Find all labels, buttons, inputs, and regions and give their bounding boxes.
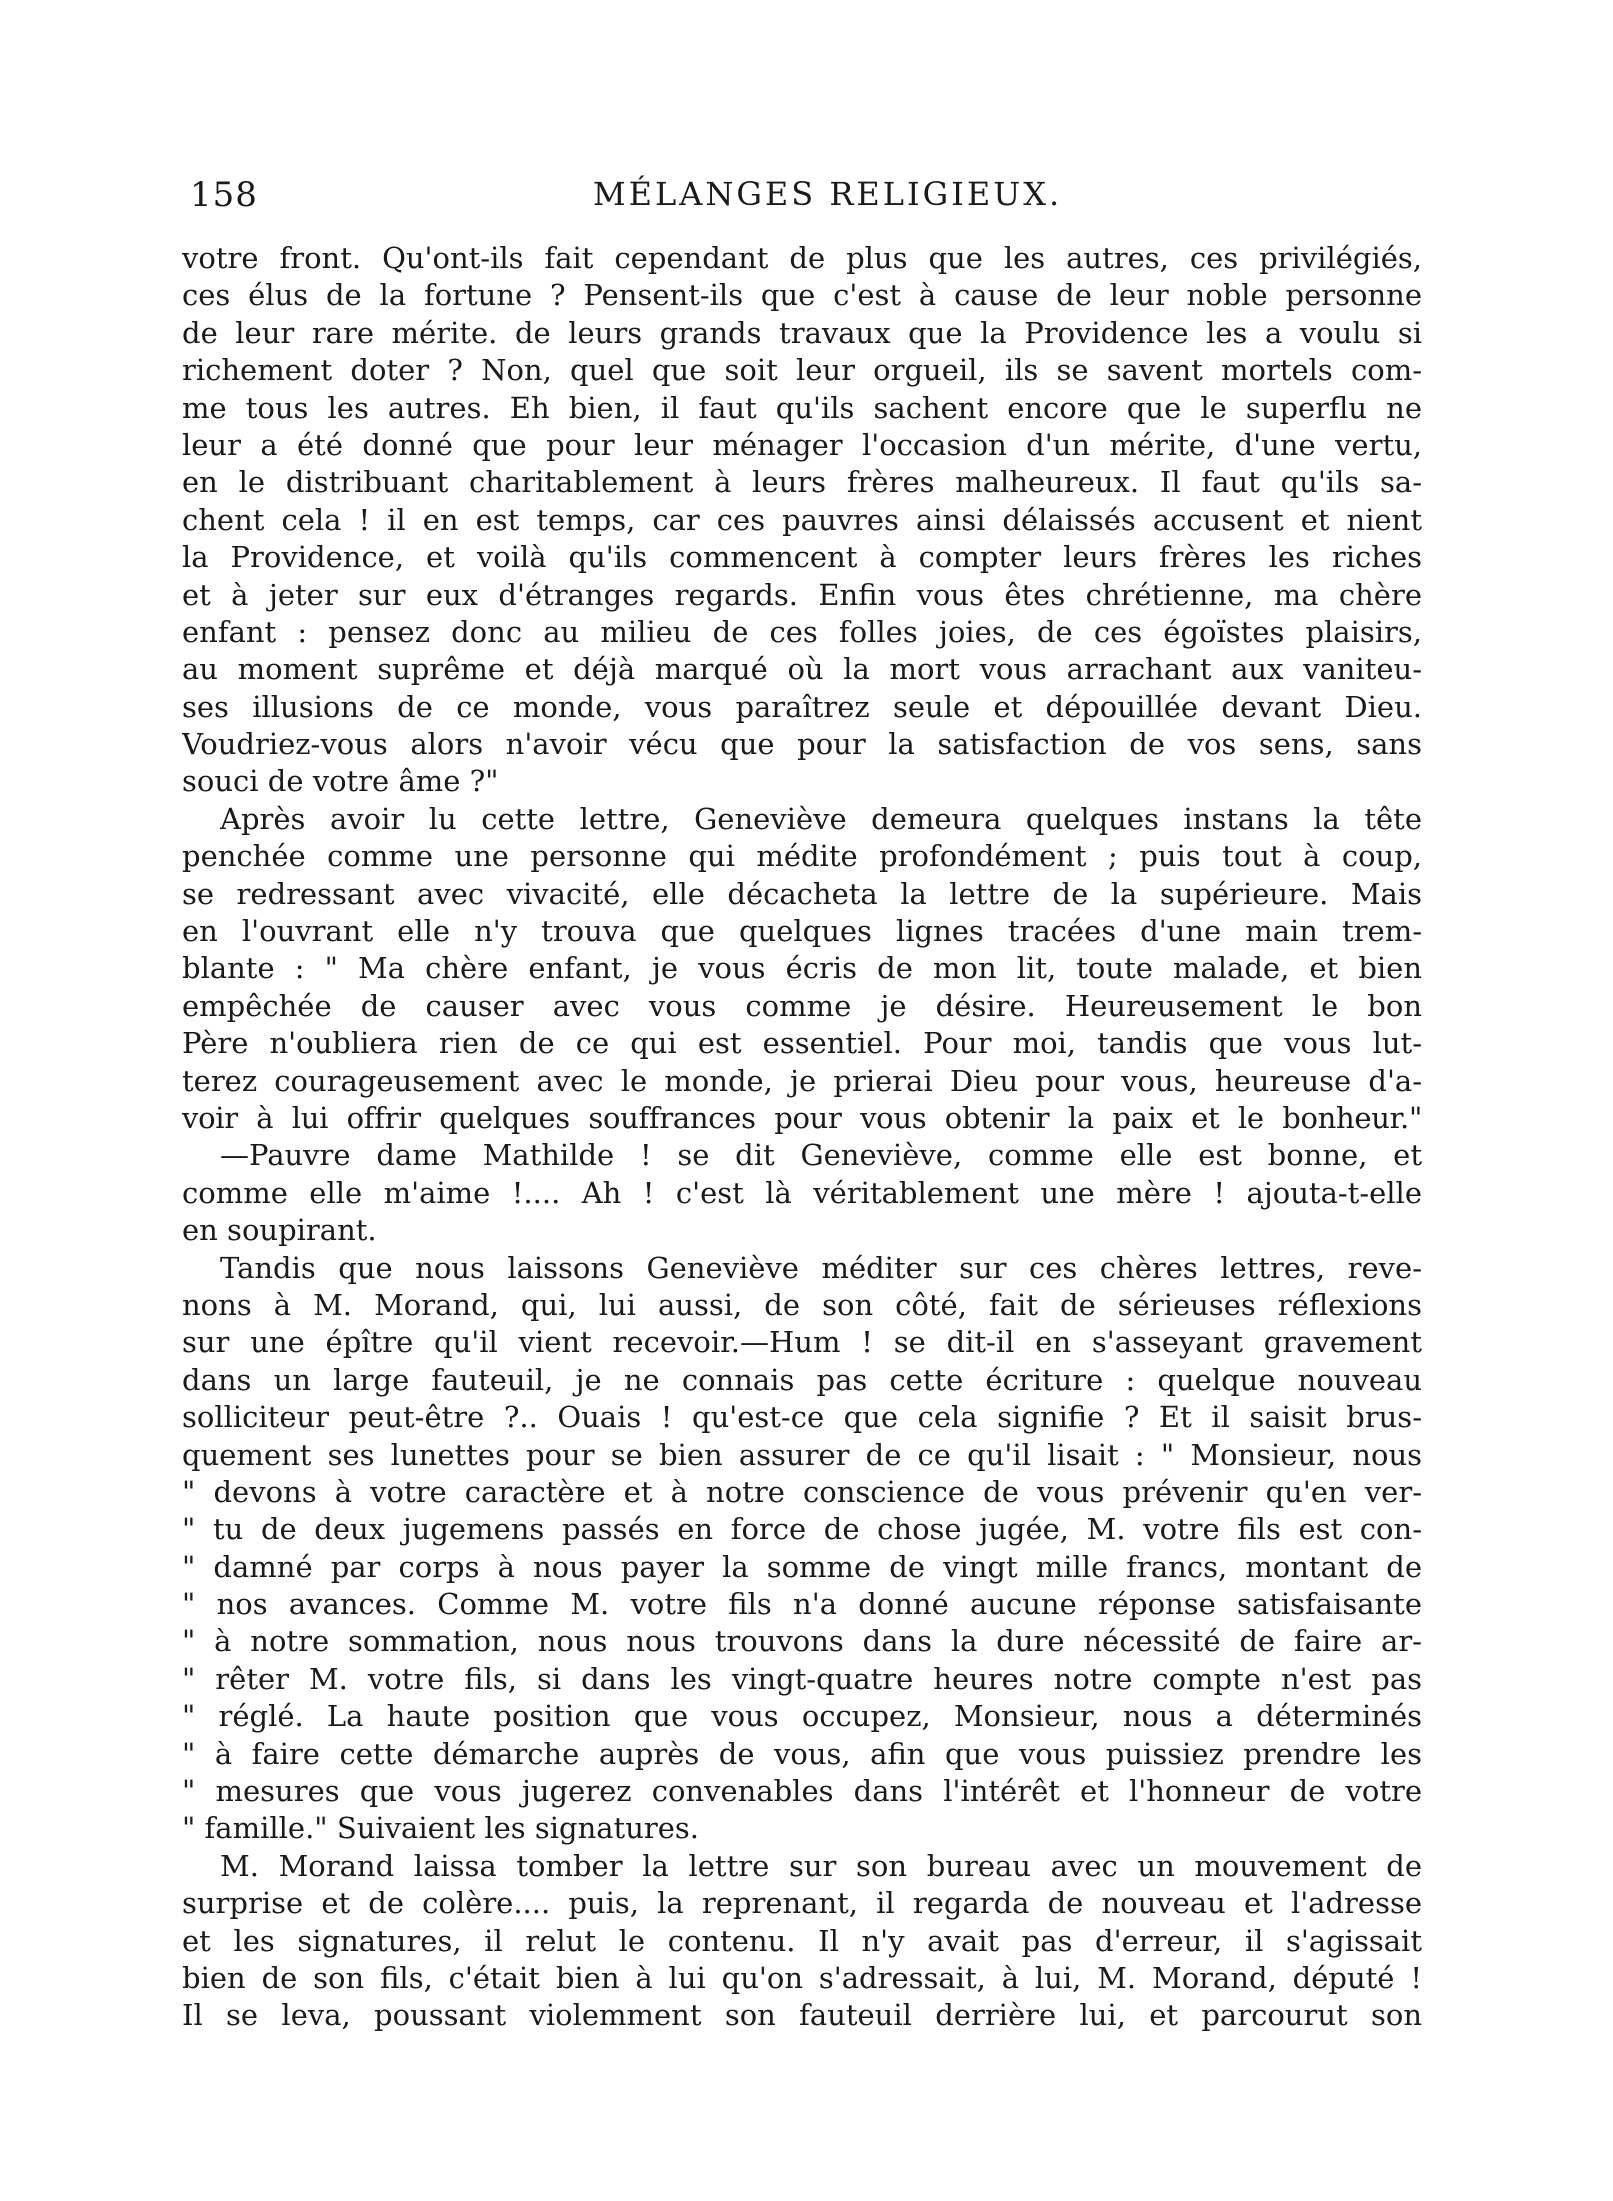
text-line: " nos avances. Comme M. votre fils n'a donné aucune réponse satisfaisante [182, 1587, 1422, 1622]
text-line: dans un large fauteuil, je ne connais pas cette écriture : quelque nouveau [182, 1362, 1422, 1397]
text-line: Après avoir lu cette lettre, Geneviève demeura quelques instans la tête [220, 801, 1422, 836]
text-line: leur a été donné que pour leur ménager l'occasion d'un mérite, d'une vertu, [182, 427, 1422, 462]
text-line: " famille." Suivaient les signatures. [182, 1811, 700, 1846]
page-title: MÉLANGES RELIGIEUX. [592, 175, 1063, 213]
text-line: Il se leva, poussant violemment son fauteuil derrière lui, et parcourut son [182, 1998, 1422, 2033]
page-number: 158 [190, 175, 258, 215]
running-head [190, 175, 1425, 225]
text-line: de leur rare mérite. de leurs grands travaux que la Providence les a voulu si [182, 315, 1422, 350]
text-line: richement doter ? Non, quel que soit leur orgueil, ils se savent mortels com- [182, 353, 1422, 388]
text-line: " à notre sommation, nous nous trouvons dans la dure nécessité de faire ar- [182, 1624, 1422, 1659]
text-line: en soupirant. [182, 1213, 377, 1248]
text-line: Tandis que nous laissons Geneviève méditer sur ces chères lettres, reve- [220, 1250, 1422, 1285]
text-line: " damné par corps à nous payer la somme de vingt mille francs, montant de [182, 1549, 1422, 1584]
text-line: enfant : pensez donc au milieu de ces folles joies, de ces égoïstes plaisirs, [182, 614, 1422, 649]
text-line: nons à M. Morand, qui, lui aussi, de son côté, fait de sérieuses réflexions [182, 1287, 1422, 1322]
text-line: bien de son fils, c'était bien à lui qu'on s'adressait, à lui, M. Morand, député ! [182, 1960, 1422, 1995]
text-line: solliciteur peut-être ?.. Ouais ! qu'est-ce que cela signifie ? Et il saisit brus- [182, 1400, 1422, 1435]
text-line: empêchée de causer avec vous comme je désire. Heureusement le bon [182, 988, 1422, 1023]
text-line: M. Morand laissa tomber la lettre sur son bureau avec un mouvement de [220, 1848, 1422, 1883]
text-line: " tu de deux jugemens passés en force de chose jugée, M. votre fils est con- [182, 1512, 1422, 1547]
text-line: comme elle m'aime !.... Ah ! c'est là véritablement une mère ! ajouta-t-elle [182, 1175, 1422, 1210]
text-line: terez courageusement avec le monde, je prierai Dieu pour vous, heureuse d'a- [182, 1063, 1422, 1098]
text-line: quement ses lunettes pour se bien assurer de ce qu'il lisait : " Monsieur, nous [182, 1437, 1422, 1472]
text-line: et à jeter sur eux d'étranges regards. Enfin vous êtes chrétienne, ma chère [182, 577, 1422, 612]
text-line: chent cela ! il en est temps, car ces pauvres ainsi délaissés accusent et nient [182, 502, 1422, 537]
text-line: souci de votre âme ?" [182, 764, 499, 799]
text-line: me tous les autres. Eh bien, il faut qu'ils sachent encore que le superflu ne [182, 390, 1422, 425]
text-line: surprise et de colère.... puis, la reprenant, il regarda de nouveau et l'adresse [182, 1886, 1422, 1921]
text-line: penchée comme une personne qui médite profondément ; puis tout à coup, [182, 839, 1422, 874]
text-line: blante : " Ma chère enfant, je vous écris de mon lit, toute malade, et bien [182, 951, 1422, 986]
text-line: et les signatures, il relut le contenu. Il n'y avait pas d'erreur, il s'agissait [182, 1923, 1422, 1958]
text-line: sur une épître qu'il vient recevoir.—Hum ! se dit-il en s'asseyant gravement [182, 1325, 1422, 1360]
text-line: " devons à votre caractère et à notre conscience de vous prévenir qu'en ver- [182, 1474, 1422, 1509]
text-line: ses illusions de ce monde, vous paraîtrez seule et dépouillée devant Dieu. [182, 689, 1422, 724]
text-line: au moment suprême et déjà marqué où la mort vous arrachant aux vaniteu- [182, 652, 1422, 687]
text-line: ces élus de la fortune ? Pensent-ils que c'est à cause de leur noble personne [182, 278, 1422, 313]
text-line: —Pauvre dame Mathilde ! se dit Geneviève, comme elle est bonne, et [220, 1138, 1422, 1173]
body-text [182, 240, 1422, 2035]
text-line: voir à lui offrir quelques souffrances pour vous obtenir la paix et le bonheur." [182, 1100, 1422, 1135]
text-line: " réglé. La haute position que vous occupez, Monsieur, nous a déterminés [182, 1699, 1422, 1734]
text-line: se redressant avec vivacité, elle décacheta la lettre de la supérieure. Mais [182, 876, 1422, 911]
text-line: en l'ouvrant elle n'y trouva que quelques lignes tracées d'une main trem- [182, 914, 1422, 949]
text-line: Voudriez-vous alors n'avoir vécu que pour la satisfaction de vos sens, sans [182, 727, 1422, 762]
text-line: Père n'oubliera rien de ce qui est essentiel. Pour moi, tandis que vous lut- [182, 1026, 1422, 1061]
text-line: " mesures que vous jugerez convenables dans l'intérêt et l'honneur de votre [182, 1774, 1422, 1809]
text-line: en le distribuant charitablement à leurs frères malheureux. Il faut qu'ils sa- [182, 465, 1422, 500]
text-line: la Providence, et voilà qu'ils commencent à compter leurs frères les riches [182, 540, 1422, 575]
text-line: votre front. Qu'ont-ils fait cependant de plus que les autres, ces privilégiés, [182, 241, 1422, 275]
text-line: " à faire cette démarche auprès de vous, afin que vous puissiez prendre les [182, 1736, 1422, 1771]
text-line: " rêter M. votre fils, si dans les vingt-quatre heures notre compte n'est pas [182, 1661, 1422, 1696]
